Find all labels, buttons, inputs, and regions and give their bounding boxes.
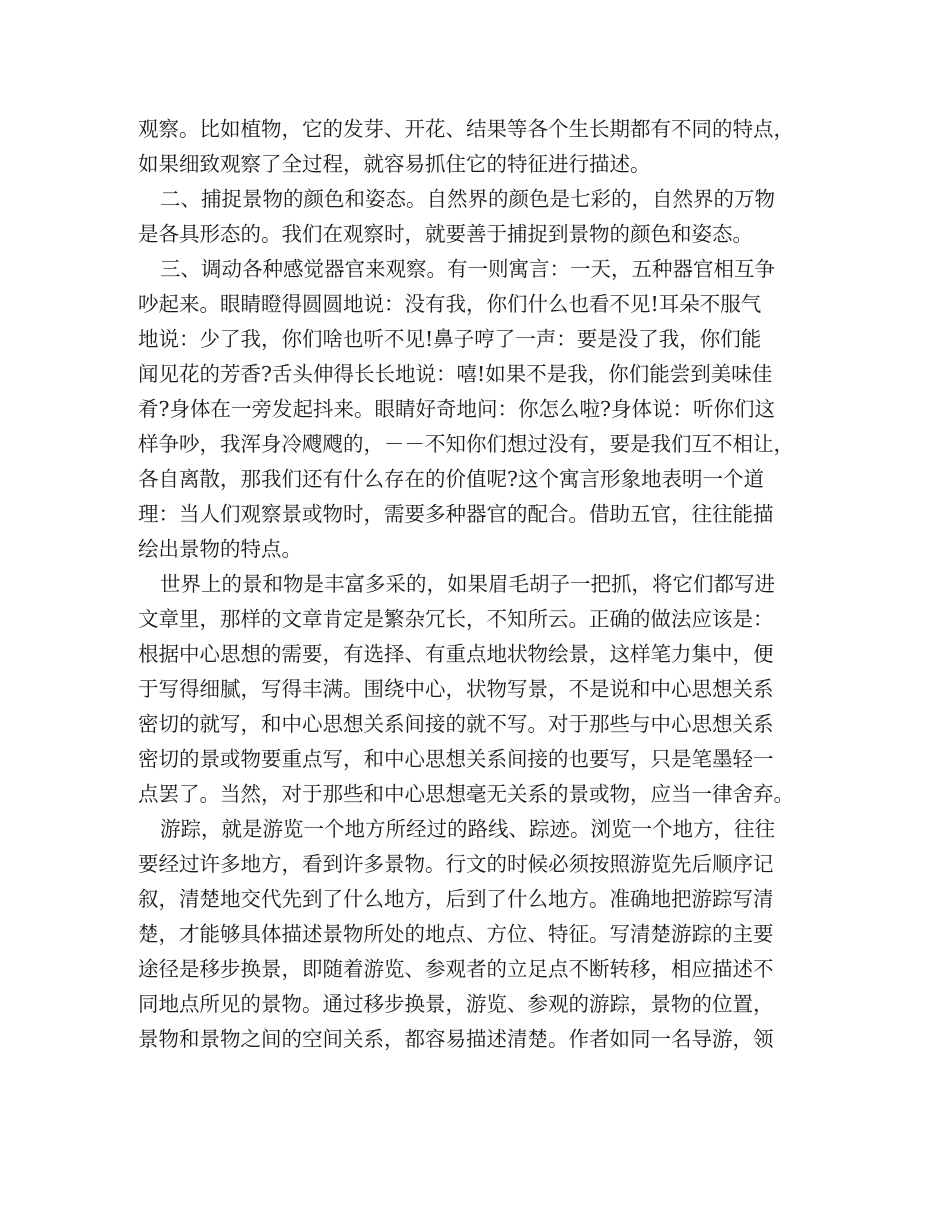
text-line: 如果细致观察了全过程，就容易抓住它的特征进行描述。 xyxy=(138,152,651,176)
text-line: 于写得细腻，写得丰满。围绕中心，状物写景，不是说和中心思想关系 xyxy=(138,677,774,701)
text-line: 叙，清楚地交代先到了什么地方，后到了什么地方。准确地把游踪写清 xyxy=(138,887,774,911)
text-line: 绘出景物的特点。 xyxy=(138,537,302,561)
text-line: 闻见花的芳香?舌头伸得长长地说：嘻!如果不是我，你们能尝到美味佳 xyxy=(138,362,773,386)
text-line: 文章里，那样的文章肯定是繁杂冗长，不知所云。正确的做法应该是： xyxy=(138,607,774,631)
text-line: 地说：少了我，你们啥也听不见!鼻子哼了一声：要是没了我，你们能 xyxy=(138,327,762,351)
text-line: 理：当人们观察景或物时，需要多种器官的配合。借助五官，往往能描 xyxy=(138,502,774,526)
text-line: 景物和景物之间的空间关系，都容易描述清楚。作者如同一名导游，领 xyxy=(138,1027,774,1051)
text-line: 同地点所见的景物。通过移步换景，游览、参观的游踪，景物的位置， xyxy=(138,992,774,1016)
text-line: 要经过许多地方，看到许多景物。行文的时候必须按照游览先后顺序记 xyxy=(138,852,774,876)
text-line: 吵起来。眼睛瞪得圆圆地说：没有我，你们什么也看不见!耳朵不服气 xyxy=(138,292,762,316)
text-line: 世界上的景和物是丰富多采的，如果眉毛胡子一把抓，将它们都写进 xyxy=(160,572,775,596)
text-line: 样争吵，我浑身冷飕飕的，－－不知你们想过没有，要是我们互不相让， xyxy=(138,432,794,456)
text-line: 观察。比如植物，它的发芽、开花、结果等各个生长期都有不同的特点， xyxy=(138,117,794,141)
text-line: 密切的就写，和中心思想关系间接的就不写。对于那些与中心思想关系 xyxy=(138,712,774,736)
text-line: 点罢了。当然，对于那些和中心思想毫无关系的景或物，应当一律舍弃。 xyxy=(138,782,794,806)
text-line: 二、捕捉景物的颜色和姿态。自然界的颜色是七彩的，自然界的万物 xyxy=(160,187,775,211)
text-line: 根据中心思想的需要，有选择、有重点地状物绘景，这样笔力集中，便 xyxy=(138,642,774,666)
text-line: 楚，才能够具体描述景物所处的地点、方位、特征。写清楚游踪的主要 xyxy=(138,922,774,946)
text-line: 游踪，就是游览一个地方所经过的路线、踪迹。浏览一个地方，往往 xyxy=(160,817,775,841)
text-line: 肴?身体在一旁发起抖来。眼睛好奇地问：你怎么啦?身体说：听你们这 xyxy=(138,397,775,421)
text-line: 各自离散，那我们还有什么存在的价值呢?这个寓言形象地表明一个道 xyxy=(138,467,764,491)
document-body xyxy=(138,112,828,1057)
text-line: 三、调动各种感觉器官来观察。有一则寓言：一天，五种器官相互争 xyxy=(160,257,775,281)
text-line: 密切的景或物要重点写，和中心思想关系间接的也要写，只是笔墨轻一 xyxy=(138,747,774,771)
text-line: 是各具形态的。我们在观察时，就要善于捕捉到景物的颜色和姿态。 xyxy=(138,222,753,246)
text-line: 途径是移步换景，即随着游览、参观者的立足点不断转移，相应描述不 xyxy=(138,957,774,981)
